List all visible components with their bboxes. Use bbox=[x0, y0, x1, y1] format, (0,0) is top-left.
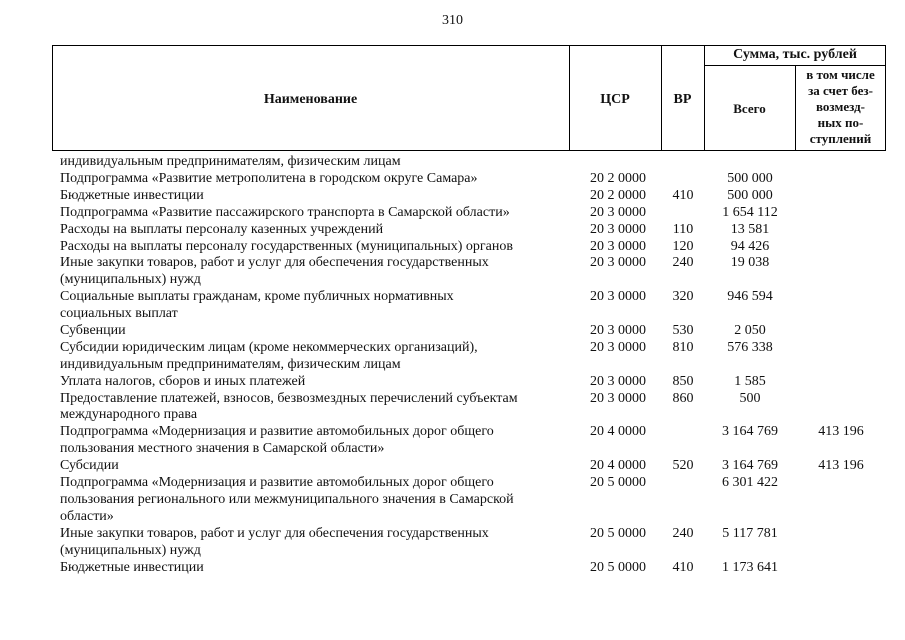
row-total: 5 117 781 bbox=[722, 525, 778, 541]
row-name bbox=[60, 239, 570, 256]
row-total: 576 338 bbox=[727, 339, 773, 355]
row-name-line: Субвенции bbox=[60, 323, 126, 338]
row-name-line: (муниципальных) нужд bbox=[60, 272, 201, 288]
row-csr: 20 3 0000 bbox=[590, 339, 646, 355]
row-total: 13 581 bbox=[730, 221, 770, 237]
row-name-line: Иные закупки товаров, работ и услуг для обеспечения государственных bbox=[60, 255, 489, 271]
row-csr: 20 2 0000 bbox=[590, 187, 646, 203]
row-csr: 20 3 0000 bbox=[590, 390, 646, 406]
header-incl-line: ступлений bbox=[809, 131, 872, 146]
row-name bbox=[60, 475, 570, 526]
row-total: 500 bbox=[739, 390, 761, 406]
row-name-line: пользования местного значения в Самарской области» bbox=[60, 441, 385, 457]
header-incl-line: за счет без- bbox=[808, 83, 873, 98]
row-name-line: Подпрограмма «Развитие пассажирского транспорта в Самарской области» bbox=[60, 204, 510, 220]
page-number: 310 bbox=[442, 13, 463, 28]
header-incl-line: в том числе bbox=[806, 67, 875, 82]
row-name-line: международного права bbox=[60, 407, 198, 423]
row-name bbox=[60, 323, 570, 340]
header-bottom-border bbox=[52, 150, 886, 151]
row-vr: 410 bbox=[672, 559, 694, 575]
row-csr: 20 3 0000 bbox=[590, 289, 646, 305]
row-vr: 240 bbox=[672, 525, 694, 541]
header-top-border bbox=[52, 45, 886, 46]
row-name bbox=[60, 171, 570, 188]
row-name-line: Подпрограмма «Модернизация и развитие автомобильных дорог общего bbox=[60, 424, 494, 440]
row-vr: 520 bbox=[672, 458, 694, 474]
row-name bbox=[60, 205, 570, 222]
row-vr: 120 bbox=[672, 238, 694, 254]
row-vr: 850 bbox=[672, 373, 694, 389]
row-csr: 20 3 0000 bbox=[590, 323, 646, 338]
row-name bbox=[60, 458, 570, 475]
row-name-line: Подпрограмма «Модернизация и развитие автомобильных дорог общего bbox=[60, 475, 494, 491]
row-name-line: Расходы на выплаты персоналу казенных учреждений bbox=[60, 221, 384, 237]
row-name-line: Бюджетные инвестиции bbox=[60, 187, 204, 203]
row-total: 94 426 bbox=[730, 238, 770, 254]
header-incl bbox=[795, 67, 886, 147]
row-vr: 860 bbox=[672, 390, 694, 406]
table-header bbox=[52, 45, 886, 151]
row-csr: 20 5 0000 bbox=[590, 475, 646, 491]
row-csr: 20 3 0000 bbox=[590, 255, 646, 271]
row-csr: 20 3 0000 bbox=[590, 204, 646, 220]
row-csr: 20 3 0000 bbox=[590, 238, 646, 254]
row-csr: 20 3 0000 bbox=[590, 373, 646, 389]
header-sum: Сумма, тыс. рублей bbox=[733, 47, 857, 62]
header-vr: ВР bbox=[673, 92, 692, 107]
header-name: Наименование bbox=[263, 92, 358, 107]
row-name-line: Уплата налогов, сборов и иных платежей bbox=[60, 373, 306, 389]
row-vr: 410 bbox=[672, 187, 694, 203]
row-name-line: социальных выплат bbox=[60, 306, 178, 322]
row-name bbox=[60, 188, 570, 205]
row-name bbox=[60, 526, 570, 560]
row-incl: 413 196 bbox=[818, 424, 864, 440]
header-csr: ЦСР bbox=[600, 92, 630, 107]
row-total: 946 594 bbox=[727, 289, 773, 305]
row-total: 1 173 641 bbox=[722, 559, 778, 575]
row-csr: 20 4 0000 bbox=[590, 458, 646, 474]
row-total: 2 050 bbox=[734, 323, 766, 338]
row-total: 3 164 769 bbox=[722, 458, 778, 474]
row-total: 500 000 bbox=[727, 187, 773, 203]
row-incl: 413 196 bbox=[818, 458, 864, 474]
row-csr: 20 5 0000 bbox=[590, 525, 646, 541]
row-name bbox=[60, 374, 570, 391]
row-name bbox=[60, 560, 570, 577]
row-name-line: Предоставление платежей, взносов, безвозмездных перечислений субъектам bbox=[60, 390, 518, 406]
row-vr: 530 bbox=[672, 323, 694, 338]
row-csr: 20 5 0000 bbox=[590, 559, 646, 575]
row-name-line: пользования регионального или межмуниципального значения в Самарской bbox=[60, 491, 514, 507]
row-name-line: индивидуальным предпринимателям, физическим лицам bbox=[60, 154, 401, 169]
row-name bbox=[60, 222, 570, 239]
row-name-line: Социальные выплаты гражданам, кроме публичных нормативных bbox=[60, 289, 454, 305]
row-name-line: Подпрограмма «Развитие метрополитена в городском округе Самара» bbox=[60, 170, 478, 186]
row-name-line: (муниципальных) нужд bbox=[60, 542, 201, 558]
row-name bbox=[60, 391, 570, 425]
row-total: 19 038 bbox=[730, 255, 770, 271]
row-vr: 110 bbox=[672, 221, 694, 237]
row-total: 6 301 422 bbox=[722, 475, 778, 491]
row-total: 1 654 112 bbox=[722, 204, 778, 220]
row-csr: 20 2 0000 bbox=[590, 170, 646, 186]
header-total: Всего bbox=[733, 101, 766, 116]
row-name bbox=[60, 289, 570, 323]
row-name-line: области» bbox=[60, 508, 114, 524]
row-name-line: индивидуальным предпринимателям, физическим лицам bbox=[60, 356, 401, 372]
row-name bbox=[60, 154, 570, 171]
row-name-line: Расходы на выплаты персоналу государственных (муниципальных) органов bbox=[60, 238, 513, 254]
header-incl-line: ных по- bbox=[817, 115, 864, 130]
row-csr: 20 4 0000 bbox=[590, 424, 646, 440]
row-name-line: Бюджетные инвестиции bbox=[60, 559, 204, 575]
row-csr: 20 3 0000 bbox=[590, 221, 646, 237]
row-name bbox=[60, 340, 570, 374]
row-name-line: Субсидии bbox=[60, 458, 119, 474]
row-vr: 240 bbox=[672, 255, 694, 271]
row-total: 3 164 769 bbox=[722, 424, 778, 440]
row-total: 500 000 bbox=[727, 170, 773, 186]
row-vr: 810 bbox=[672, 339, 694, 355]
row-vr: 320 bbox=[672, 289, 694, 305]
row-name-line: Субсидии юридическим лицам (кроме некоммерческих организаций), bbox=[60, 339, 478, 355]
row-name bbox=[60, 255, 570, 289]
row-total: 1 585 bbox=[734, 373, 766, 389]
row-name bbox=[60, 424, 570, 458]
row-name-line: Иные закупки товаров, работ и услуг для обеспечения государственных bbox=[60, 525, 489, 541]
header-incl-line: возмезд- bbox=[816, 99, 865, 114]
